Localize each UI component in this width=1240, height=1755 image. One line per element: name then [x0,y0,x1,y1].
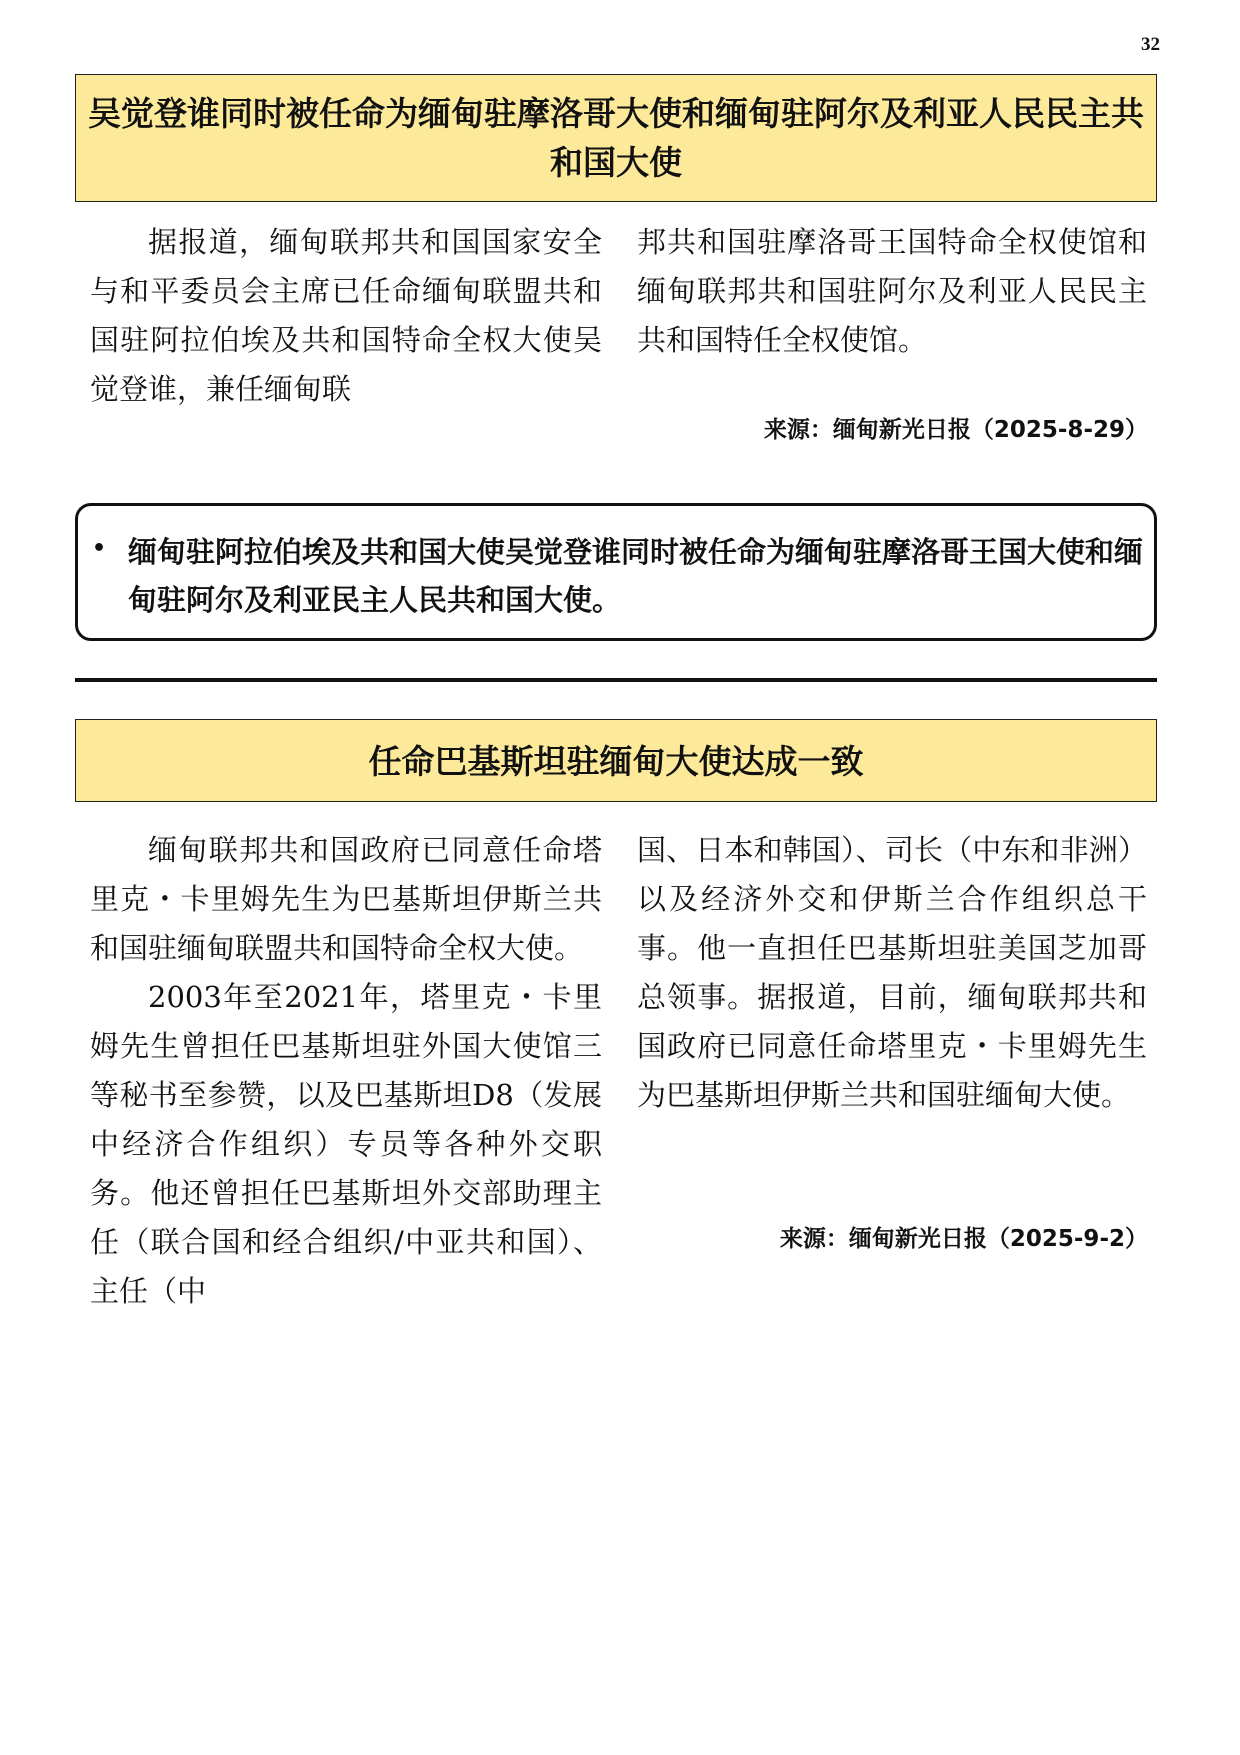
article-1-left-column [90,218,602,414]
article-2-left-column [90,826,602,1316]
article-1-paragraph: 据报道，缅甸联邦共和国国家安全与和平委员会主席已任命缅甸联盟共和国驻阿拉伯埃及共和国特命全权大使吴觉登谁，兼任缅甸联 [90,225,602,406]
article-1-headline: 吴觉登谁同时被任命为缅甸驻摩洛哥大使和缅甸驻阿尔及利亚人民民主共和国大使 [75,74,1157,202]
article-2-paragraph-1: 缅甸联邦共和国政府已同意任命塔里克・卡里姆先生为巴基斯坦伊斯兰共和国驻缅甸联盟共和国特命全权大使。 [90,833,602,965]
article-1-paragraph-continued: 邦共和国驻摩洛哥王国特命全权使馆和缅甸联邦共和国驻阿尔及利亚人民民主共和国特任全权使馆。 [637,225,1147,357]
summary-box [75,503,1157,641]
article-1-right-column [637,218,1147,365]
bullet-icon: • [92,536,107,561]
article-2-paragraph-continued: 国、日本和韩国）、司长（中东和非洲）以及经济外交和伊斯兰合作组织总干事。他一直担任巴基斯坦驻美国芝加哥总领事。据报道，目前，缅甸联邦共和国政府已同意任命塔里克・卡里姆先生为巴基斯坦伊斯兰共和国驻缅甸大使。 [637,833,1147,1112]
page-number: 32 [1141,34,1160,55]
section-divider [75,678,1157,682]
article-1-source: 来源：缅甸新光日报（2025-8-29） [763,417,1148,443]
article-2-source: 来源：缅甸新光日报（2025-9-2） [779,1226,1148,1252]
article-2-headline: 任命巴基斯坦驻缅甸大使达成一致 [75,719,1157,802]
article-2-paragraph-2: 2003年至2021年，塔里克・卡里姆先生曾担任巴基斯坦驻外国大使馆三等秘书至参赞，以及巴基斯坦D8（发展中经济合作组织）专员等各种外交职务。他还曾担任巴基斯坦外交部助理主任（联合国和经合组织/中亚共和国）、主任（中 [90,980,602,1308]
summary-text: 缅甸驻阿拉伯埃及共和国大使吴觉登谁同时被任命为缅甸驻摩洛哥王国大使和缅甸驻阿尔及利亚民主人民共和国大使。 [128,535,1144,617]
article-2-right-column [637,826,1147,1120]
